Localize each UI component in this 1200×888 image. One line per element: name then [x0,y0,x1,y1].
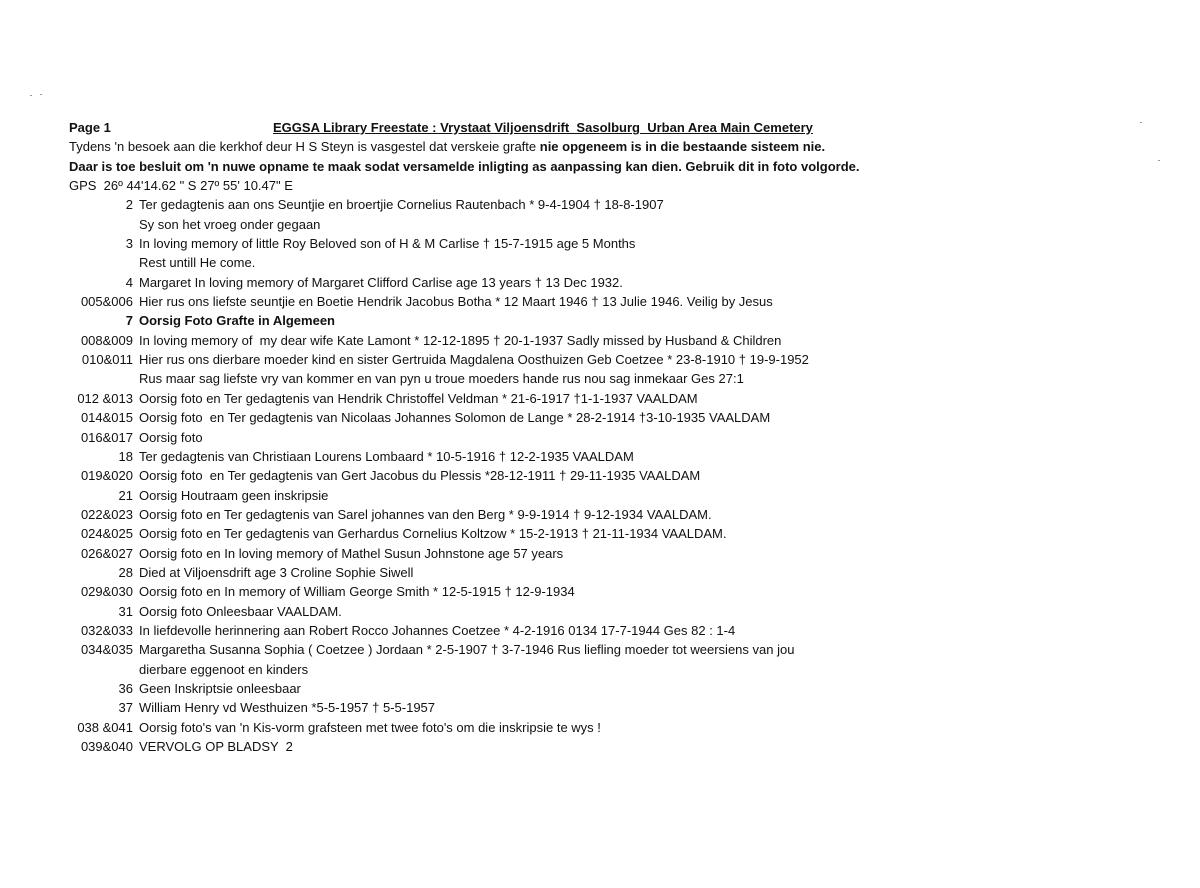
grave-entry [69,737,1169,756]
grave-number: 026&027 [80,545,133,561]
scan-speck [30,95,32,96]
grave-entry [69,524,1169,543]
grave-number: 005&006 [80,294,133,310]
grave-inscription: Hier rus ons dierbare moeder kind en sister Gertruida Magdalena Oosthuizen Geb Coetzee * 23-8-1910 † 19-9-1952 [139,352,809,368]
page-number: Page 1 [69,120,111,135]
grave-inscription: Oorsig foto [139,429,203,445]
grave-entry [69,292,1169,311]
grave-number: 034&035 [80,642,133,658]
grave-entry [69,389,1169,408]
grave-entry-continuation [69,253,1169,272]
grave-number: 36 [118,680,133,696]
grave-inscription: dierbare eggenoot en kinders [139,661,309,677]
grave-entry [69,621,1169,640]
grave-number: 024&025 [80,526,133,542]
grave-number: 21 [118,487,133,503]
grave-number: 37 [118,700,133,716]
grave-inscription: Margaret In loving memory of Margaret Clifford Carlise age 13 years † 13 Dec 1932. [139,274,623,290]
intro-text: Tydens 'n besoek aan die kerkhof deur H S Steyn is vasgestel dat verskeie grafte [69,139,540,155]
gps-coordinates: GPS 26º 44'14.62 " S 27º 55' 10.47" E [69,178,293,194]
grave-number: 010&011 [81,352,133,368]
grave-inscription: Oorsig Houtraam geen inskripsie [139,487,329,503]
grave-inscription: Oorsig Foto Grafte in Algemeen [139,313,335,329]
grave-number: 019&020 [80,468,133,484]
grave-entry [69,679,1169,698]
grave-entry [69,273,1169,292]
grave-number: 016&017 [80,429,133,445]
scan-speck [40,94,42,95]
grave-inscription: In liefdevolle herinnering aan Robert Rocco Johannes Coetzee * 4-2-1916 0134 17-7-1944 Ges 82 : 1-4 [139,622,736,638]
grave-inscription: Ter gedagtenis aan ons Seuntjie en broertjie Cornelius Rautenbach * 9-4-1904 † 18-8-1907 [139,197,664,213]
grave-inscription: Hier rus ons liefste seuntjie en Boetie Hendrik Jacobus Botha * 12 Maart 1946 † 13 Julie 1946. Veilig by Jesus [139,294,773,310]
document-page [69,118,1169,756]
grave-entry-continuation [69,215,1169,234]
grave-inscription: Oorsig foto en In loving memory of Mathel Susun Johnstone age 57 years [139,545,564,561]
grave-inscription: In loving memory of my dear wife Kate Lamont * 12-12-1895 † 20-1-1937 Sadly missed by Husband & Children [139,332,782,348]
grave-number: 2 [125,197,133,213]
document-title: EGGSA Library Freestate : Vrystaat Viljoensdrift Sasolburg Urban Area Main Cemetery [273,120,813,135]
grave-inscription: Oorsig foto en Ter gedagtenis van Nicolaas Johannes Solomon de Lange * 28-2-1914 †3-10-1935 VAALDAM [139,410,771,426]
intro-bold-text: nie opgeneem is in die bestaande sisteem nie. [539,139,826,155]
grave-number: 022&023 [80,506,133,522]
grave-number: 31 [118,603,133,619]
grave-inscription: Geen Inskriptsie onleesbaar [139,680,301,696]
grave-inscription: Died at Viljoensdrift age 3 Croline Sophie Siwell [139,564,414,580]
grave-entry [69,447,1169,466]
grave-entry [69,602,1169,621]
grave-entry [69,234,1169,253]
grave-number: 038 &041 [77,719,133,735]
grave-number: 029&030 [80,584,133,600]
grave-inscription: Oorsig foto en Ter gedagtenis van Hendrik Christoffel Veldman * 21-6-1917 †1-1-1937 VAALDAM [139,390,698,406]
grave-entry [69,311,1169,330]
grave-entry-continuation [69,369,1169,388]
grave-number: 008&009 [80,332,133,348]
grave-entry [69,350,1169,369]
grave-number: 3 [125,236,133,252]
grave-inscription: Rest untill He come. [139,255,256,271]
grave-number: 18 [118,448,133,464]
grave-number: 032&033 [80,622,133,638]
gps-line [69,176,1169,195]
grave-entry [69,486,1169,505]
grave-inscription: Oorsig foto en Ter gedagtenis van Gerhardus Cornelius Koltzow * 15-2-1913 † 21-11-1934 VAALDAM. [139,526,727,542]
grave-inscription: Rus maar sag liefste vry van kommer en van pyn u troue moeders hande rus nou sag inmekaar Ges 27:1 [139,371,744,387]
grave-entry [69,466,1169,485]
grave-entry [69,331,1169,350]
grave-number: 4 [125,274,133,290]
grave-inscription: Ter gedagtenis van Christiaan Lourens Lombaard * 10-5-1916 † 12-2-1935 VAALDAM [139,448,634,464]
grave-entry [69,195,1169,214]
grave-entry [69,428,1169,447]
intro-line-2 [69,157,1169,176]
grave-inscription: Sy son het vroeg onder gegaan [139,216,321,232]
grave-entry [69,718,1169,737]
intro-bold-line: Daar is toe besluit om 'n nuwe opname te maak sodat versamelde inligting as aanpassing kan dien. Gebruik dit in foto volgorde. [69,158,860,174]
grave-list [69,195,1169,756]
grave-entry [69,698,1169,717]
intro-line-1 [69,137,1169,156]
grave-inscription: Oorsig foto's van 'n Kis-vorm grafsteen met twee foto's om die inskripsie te wys ! [139,719,601,735]
grave-inscription: Oorsig foto Onleesbaar VAALDAM. [139,603,342,619]
grave-number: 28 [118,564,133,580]
grave-inscription: Oorsig foto en Ter gedagtenis van Sarel johannes van den Berg * 9-9-1914 † 9-12-1934 VAALDAM. [139,506,712,522]
grave-entry-continuation [69,660,1169,679]
grave-inscription: Oorsig foto en In memory of William George Smith * 12-5-1915 † 12-9-1934 [139,584,575,600]
grave-inscription: Oorsig foto en Ter gedagtenis van Gert Jacobus du Plessis *28-12-1911 † 29-11-1935 VAALDAM [139,468,701,484]
grave-inscription: William Henry vd Westhuizen *5-5-1957 † 5-5-1957 [139,700,436,716]
grave-inscription: In loving memory of little Roy Beloved son of H & M Carlise † 15-7-1915 age 5 Months [139,236,636,252]
grave-entry [69,582,1169,601]
grave-entry [69,505,1169,524]
grave-inscription: Margaretha Susanna Sophia ( Coetzee ) Jordaan * 2-5-1907 † 3-7-1946 Rus liefling moeder tot weersiens van jou [139,642,795,658]
grave-entry [69,544,1169,563]
page-header [69,118,1169,137]
grave-number: 7 [125,313,133,329]
grave-entry [69,408,1169,427]
grave-inscription: VERVOLG OP BLADSY 2 [139,739,293,754]
grave-entry [69,640,1169,659]
grave-number: 039&040 [80,739,133,754]
grave-entry [69,563,1169,582]
grave-number: 014&015 [80,410,133,426]
grave-number: 012 &013 [77,390,133,406]
